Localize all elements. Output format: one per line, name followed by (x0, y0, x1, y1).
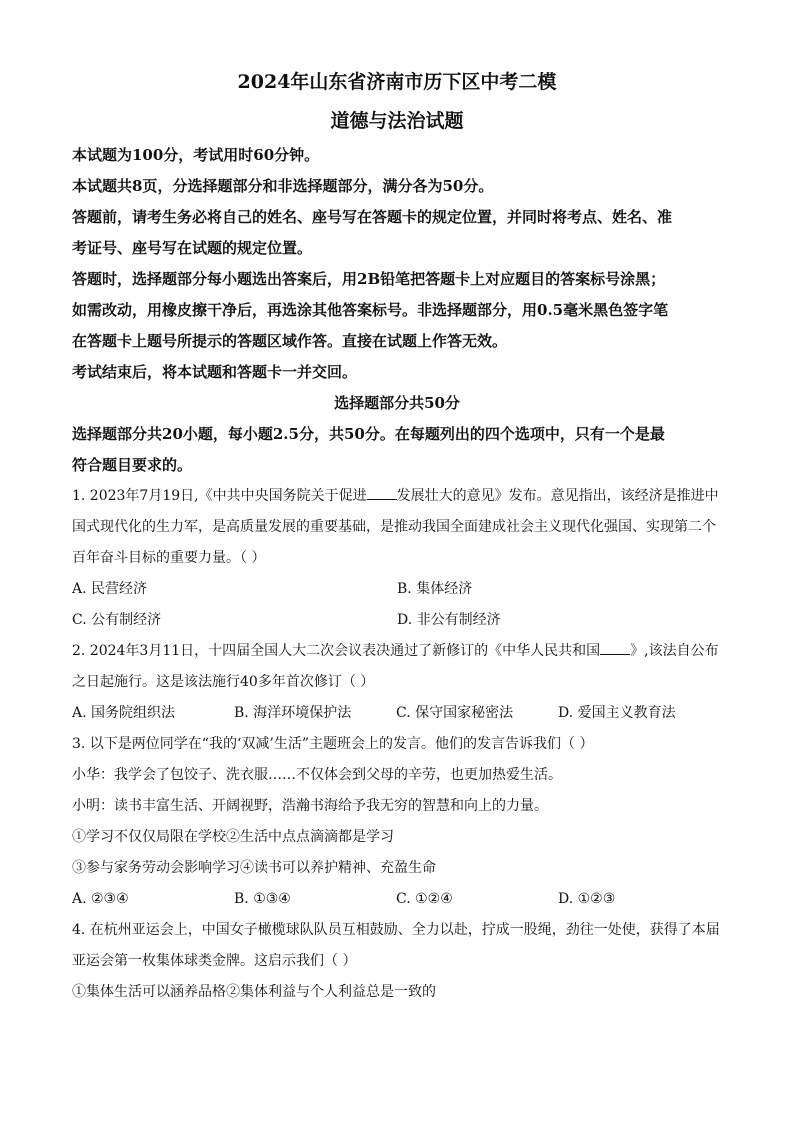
question-3 (72, 729, 722, 915)
options-row (72, 698, 722, 729)
exam-instructions (72, 140, 722, 388)
question-2 (72, 636, 722, 729)
instruction-line: 答题前，请考生务必将自己的姓名、座号写在答题卡的规定位置，并同时将考点、姓名、准 (72, 208, 673, 226)
option-b: B. 海洋环境保护法 (234, 705, 352, 721)
question-1-stem (72, 481, 722, 512)
options-row (72, 574, 722, 605)
option-b: B. 集体经济 (397, 581, 473, 597)
option-c: C. 保守国家秘密法 (396, 705, 514, 721)
question-text: 4. 在杭州亚运会上，中国女子橄榄球队队员互相鼓励、全力以赴，拧成一股绳，劲往一处使，获得了本届 (72, 922, 720, 938)
page-subtitle: 道德与法治试题 (330, 110, 464, 132)
option-d: D. ①②③ (558, 891, 616, 907)
option-c: C. ①②④ (396, 891, 453, 907)
instruction-line: 本试题共8页，分选择题部分和非选择题部分，满分各为50分。 (72, 177, 494, 195)
instruction-line: 考试结束后，将本试题和答题卡一并交回。 (72, 363, 358, 381)
instruction-line: 在答题卡上题号所提示的答题区域作答。直接在试题上作答无效。 (72, 332, 508, 350)
option-d: D. 非公有制经济 (397, 612, 501, 628)
question-text: 小明：读书丰富生活、开阔视野，浩瀚书海给予我无穷的智慧和向上的力量。 (72, 798, 548, 814)
question-text: ①集体生活可以涵养品格②集体利益与个人利益总是一致的 (72, 984, 436, 1000)
option-a: A. ②③④ (72, 891, 129, 907)
question-4 (72, 915, 722, 1008)
question-text: 》,该法自公布 (630, 643, 719, 659)
section-heading: 选择题部分共50分 (334, 394, 460, 412)
instruction-line: 本试题为100分，考试用时60分钟。 (72, 146, 320, 164)
instruction-line: 如需改动，用橡皮擦干净后，再选涂其他答案标号。非选择题部分，用0.5毫米黑色签字笔 (72, 301, 669, 319)
question-text: 1. 2023年7月19日,《中共中央国务院关于促进 (72, 488, 367, 504)
question-text: ③参与家务劳动会影响学习④读书可以养护精神、充盈生命 (72, 860, 436, 876)
instruction-line: 答题时，选择题部分每小题选出答案后，用2B铅笔把答题卡上对应题目的答案标号涂黑； (72, 270, 666, 288)
option-a: A. 国务院组织法 (72, 705, 176, 721)
question-text: 亚运会第一枚集体球类金牌。这启示我们（ ） (72, 953, 357, 969)
options-row (72, 605, 722, 636)
option-b: B. ①③④ (234, 891, 291, 907)
question-text: ①学习不仅仅局限在学校②生活中点点滴滴都是学习 (72, 829, 394, 845)
question-text: 之日起施行。这是该法施行40多年首次修订（ ） (72, 674, 375, 690)
options-row (72, 884, 722, 915)
question-text: 发展壮大的意见》发布。意见指出，该经济是推进中 (396, 488, 719, 504)
section-description: 选择题部分共20小题，每小题2.5分，共50分。在每题列出的四个选项中，只有一个是最 (72, 425, 665, 443)
question-text: 3. 以下是两位同学在“我的‘双减’生活”主题班会上的发言。他们的发言告诉我们（ ） (72, 736, 594, 752)
option-a: A. 民营经济 (72, 581, 148, 597)
page-content (72, 72, 722, 1008)
question-2-stem (72, 636, 722, 667)
option-d: D. 爱国主义教育法 (558, 705, 676, 721)
question-1 (72, 481, 722, 636)
section-description: 符合题目要求的。 (72, 456, 193, 474)
question-text: 2. 2024年3月11日，十四届全国人大二次会议表决通过了新修订的《中华人民共和国 (72, 643, 601, 659)
question-text: 百年奋斗目标的重要力量。（ ） (72, 550, 266, 566)
answer-blank (367, 485, 397, 500)
instruction-line: 考证号、座号写在试题的规定位置。 (72, 239, 313, 257)
question-text: 小华：我学会了包饺子、洗衣服……不仅体会到父母的辛劳，也更加热爱生活。 (72, 767, 562, 783)
answer-blank (600, 640, 630, 655)
option-c: C. 公有制经济 (72, 612, 162, 628)
page-title: 2024年山东省济南市历下区中考二模 (237, 71, 557, 93)
question-text: 国式现代化的生力军，是高质量发展的重要基础，是推动我国全面建成社会主义现代化强国、实现第二个 (72, 519, 716, 535)
